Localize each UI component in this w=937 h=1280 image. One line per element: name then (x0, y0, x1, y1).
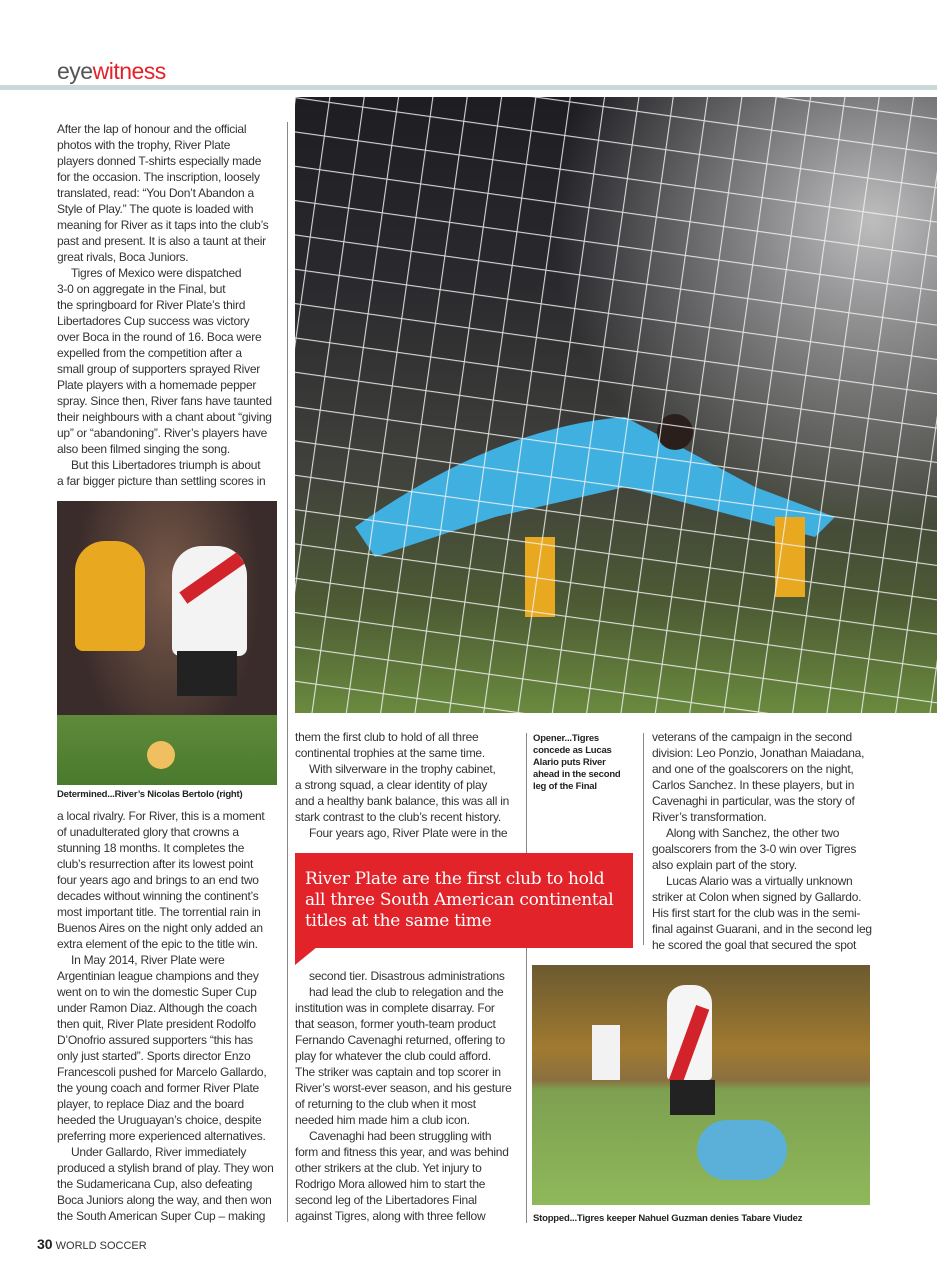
text-line: second tier. Disastrous administrations (309, 969, 505, 983)
text-line: club’s resurrection after its lowest point (57, 857, 254, 871)
text-line: Libertadores Cup success was victory (57, 314, 250, 328)
caption-main-photo (533, 733, 621, 793)
text-line: up” or “abandoning”. River’s players have (57, 426, 268, 440)
pull-quote-text (305, 869, 613, 932)
caption-line: Alario puts River (533, 757, 606, 768)
text-line: had lead the club to relegation and the (309, 985, 504, 999)
page-footer (37, 1236, 147, 1252)
text-line: a far bigger picture than settling scores in (57, 474, 266, 488)
text-line: Argentinian league champions and they (57, 969, 259, 983)
text-line: continental trophies at the same time. (295, 746, 485, 760)
article-column-3 (652, 729, 872, 953)
photo-bertolo (57, 501, 277, 785)
text-line: the young coach and former River Plate (57, 1081, 259, 1095)
text-line: institution was in complete disarray. For (295, 1001, 495, 1015)
text-line: the South American Super Cup – making (57, 1209, 266, 1223)
pull-quote (295, 853, 633, 948)
text-line: preferring more experienced alternatives. (57, 1129, 266, 1143)
text-line: Plate players with a homemade pepper (57, 378, 257, 392)
text-line: a local rivalry. For River, this is a moment (57, 809, 265, 823)
article-column-1-bottom (57, 808, 274, 1224)
text-line: Francescoli pushed for Marcelo Gallardo, (57, 1065, 267, 1079)
caption-line: leg of the Final (533, 781, 597, 792)
section-kicker (57, 58, 166, 85)
text-line: decades without winning the continent’s (57, 889, 259, 903)
text-line: play for whatever the club could afford. (295, 1049, 491, 1063)
text-line: 3-0 on aggregate in the Final, but (57, 282, 226, 296)
text-line: Carlos Sanchez. In these players, but in (652, 778, 855, 792)
publication-name: WORLD SOCCER (55, 1240, 147, 1252)
text-line: of returning to the club when it most (295, 1097, 476, 1111)
kicker-witness: witness (92, 58, 166, 84)
caption-photo1: Determined...River’s Nicolas Bertolo (right) (57, 789, 243, 800)
text-line: form and fitness this year, and was behind (295, 1145, 509, 1159)
text-line: Boca Juniors along the way, and then won (57, 1193, 272, 1207)
text-line: under Ramon Diaz. Although the coach (57, 1001, 257, 1015)
text-line: Lucas Alario was a virtually unknown (666, 874, 853, 888)
text-line: veterans of the campaign in the second (652, 730, 852, 744)
text-line: heeded the Uruguayan’s choice, despite (57, 1113, 262, 1127)
text-line: player, to replace Diaz and the board (57, 1097, 244, 1111)
text-line: of unadulterated glory that crowns a (57, 825, 239, 839)
text-line: went on to win the domestic Super Cup (57, 985, 257, 999)
text-line: translated, read: “You Don’t Abandon a (57, 186, 254, 200)
text-line: extra element of the epic to the title win. (57, 937, 258, 951)
text-line: meaning for River as it taps into the club’s (57, 218, 269, 232)
photo-guzman-viudez (532, 965, 870, 1205)
text-line: But this Libertadores triumph is about (71, 458, 261, 472)
text-line: stark contrast to the club’s recent history. (295, 810, 501, 824)
text-line: His first start for the club was in the semi- (652, 906, 861, 920)
text-line: four years ago and brings to an end two (57, 873, 259, 887)
caption-photo2: Stopped...Tigres keeper Nahuel Guzman denies Tabare Viudez (533, 1213, 803, 1224)
pull-quote-line: titles at the same time (305, 911, 492, 931)
kicker-eye: eye (57, 58, 93, 84)
text-line: Cavenaghi in particular, was the story of (652, 794, 855, 808)
text-line: photos with the trophy, River Plate (57, 138, 231, 152)
column-divider (643, 733, 644, 945)
text-line: also been filmed singing the song. (57, 442, 230, 456)
text-line: needed him made him a club icon. (295, 1113, 470, 1127)
text-line: River’s transformation. (652, 810, 767, 824)
column-divider (526, 733, 527, 1223)
text-line: Cavenaghi had been struggling with (309, 1129, 492, 1143)
text-line: goalscorers from the 3-0 win over Tigres (652, 842, 857, 856)
text-line: for the occasion. The inscription, loosely (57, 170, 260, 184)
caption-line: concede as Lucas (533, 745, 612, 756)
text-line: Four years ago, River Plate were in the (309, 826, 508, 840)
text-line: In May 2014, River Plate were (71, 953, 225, 967)
pull-quote-line: all three South American continental (305, 890, 614, 910)
text-line: past and present. It is also a taunt at their (57, 234, 266, 248)
text-line: second leg of the Libertadores Final (295, 1193, 477, 1207)
article-column-2-top (295, 729, 509, 841)
page-number: 30 (37, 1236, 53, 1252)
caption-line: ahead in the second (533, 769, 621, 780)
text-line: Fernando Cavenaghi returned, offering to (295, 1033, 505, 1047)
text-line: Under Gallardo, River immediately (71, 1145, 247, 1159)
text-line: most important title. The torrential rain in (57, 905, 261, 919)
text-line: also explain part of the story. (652, 858, 797, 872)
text-line: he scored the goal that secured the spot (652, 938, 857, 952)
text-line: striker at Colon when signed by Gallardo. (652, 890, 862, 904)
text-line: other strikers at the club. Yet injury to (295, 1161, 482, 1175)
text-line: River’s worst-ever season, and his gesture (295, 1081, 512, 1095)
photo-main-goalkeeper-dive (295, 97, 937, 713)
article-column-2-bottom (295, 968, 512, 1224)
text-line: that season, former youth-team product (295, 1017, 496, 1031)
text-line: a strong squad, a clear identity of play (295, 778, 488, 792)
text-line: final against Guarani, and in the second leg (652, 922, 872, 936)
text-line: spray. Since then, River fans have taunted (57, 394, 272, 408)
caption-line: Opener...Tigres (533, 733, 599, 744)
text-line: division: Leo Ponzio, Jonathan Maiadana, (652, 746, 865, 760)
text-line: against Tigres, along with three fellow (295, 1209, 486, 1223)
text-line: only just started”. Sports director Enzo (57, 1049, 251, 1063)
text-line: and one of the goalscorers on the night, (652, 762, 854, 776)
text-line: After the lap of honour and the official (57, 122, 247, 136)
text-line: then quit, River Plate president Rodolfo (57, 1017, 256, 1031)
text-line: the springboard for River Plate’s third (57, 298, 246, 312)
text-line: Style of Play.” The quote is loaded with (57, 202, 254, 216)
text-line: D’Onofrio assured supporters “this has (57, 1033, 253, 1047)
text-line: over Boca in the round of 16. Boca were (57, 330, 262, 344)
article-column-1-top (57, 121, 272, 489)
pull-quote-line: River Plate are the first club to hold (305, 869, 605, 889)
pull-quote-tail (295, 947, 317, 965)
text-line: them the first club to hold of all three (295, 730, 479, 744)
text-line: Buenos Aires on the night only added an (57, 921, 263, 935)
text-line: Tigres of Mexico were dispatched (71, 266, 242, 280)
text-line: their neighbours with a chant about “giving (57, 410, 272, 424)
text-line: Along with Sanchez, the other two (666, 826, 840, 840)
text-line: and a healthy bank balance, this was all in (295, 794, 510, 808)
text-line: small group of supporters sprayed River (57, 362, 261, 376)
text-line: produced a stylish brand of play. They won (57, 1161, 274, 1175)
text-line: The striker was captain and top scorer in (295, 1065, 501, 1079)
text-line: Rodrigo Mora allowed him to start the (295, 1177, 486, 1191)
column-divider (287, 122, 288, 1222)
text-line: expelled from the competition after a (57, 346, 242, 360)
text-line: great rivals, Boca Juniors. (57, 250, 189, 264)
text-line: stunning 18 months. It completes the (57, 841, 245, 855)
header-rule (0, 85, 937, 90)
text-line: the Sudamericana Cup, also defeating (57, 1177, 253, 1191)
text-line: With silverware in the trophy cabinet, (309, 762, 496, 776)
text-line: players donned T-shirts especially made (57, 154, 262, 168)
